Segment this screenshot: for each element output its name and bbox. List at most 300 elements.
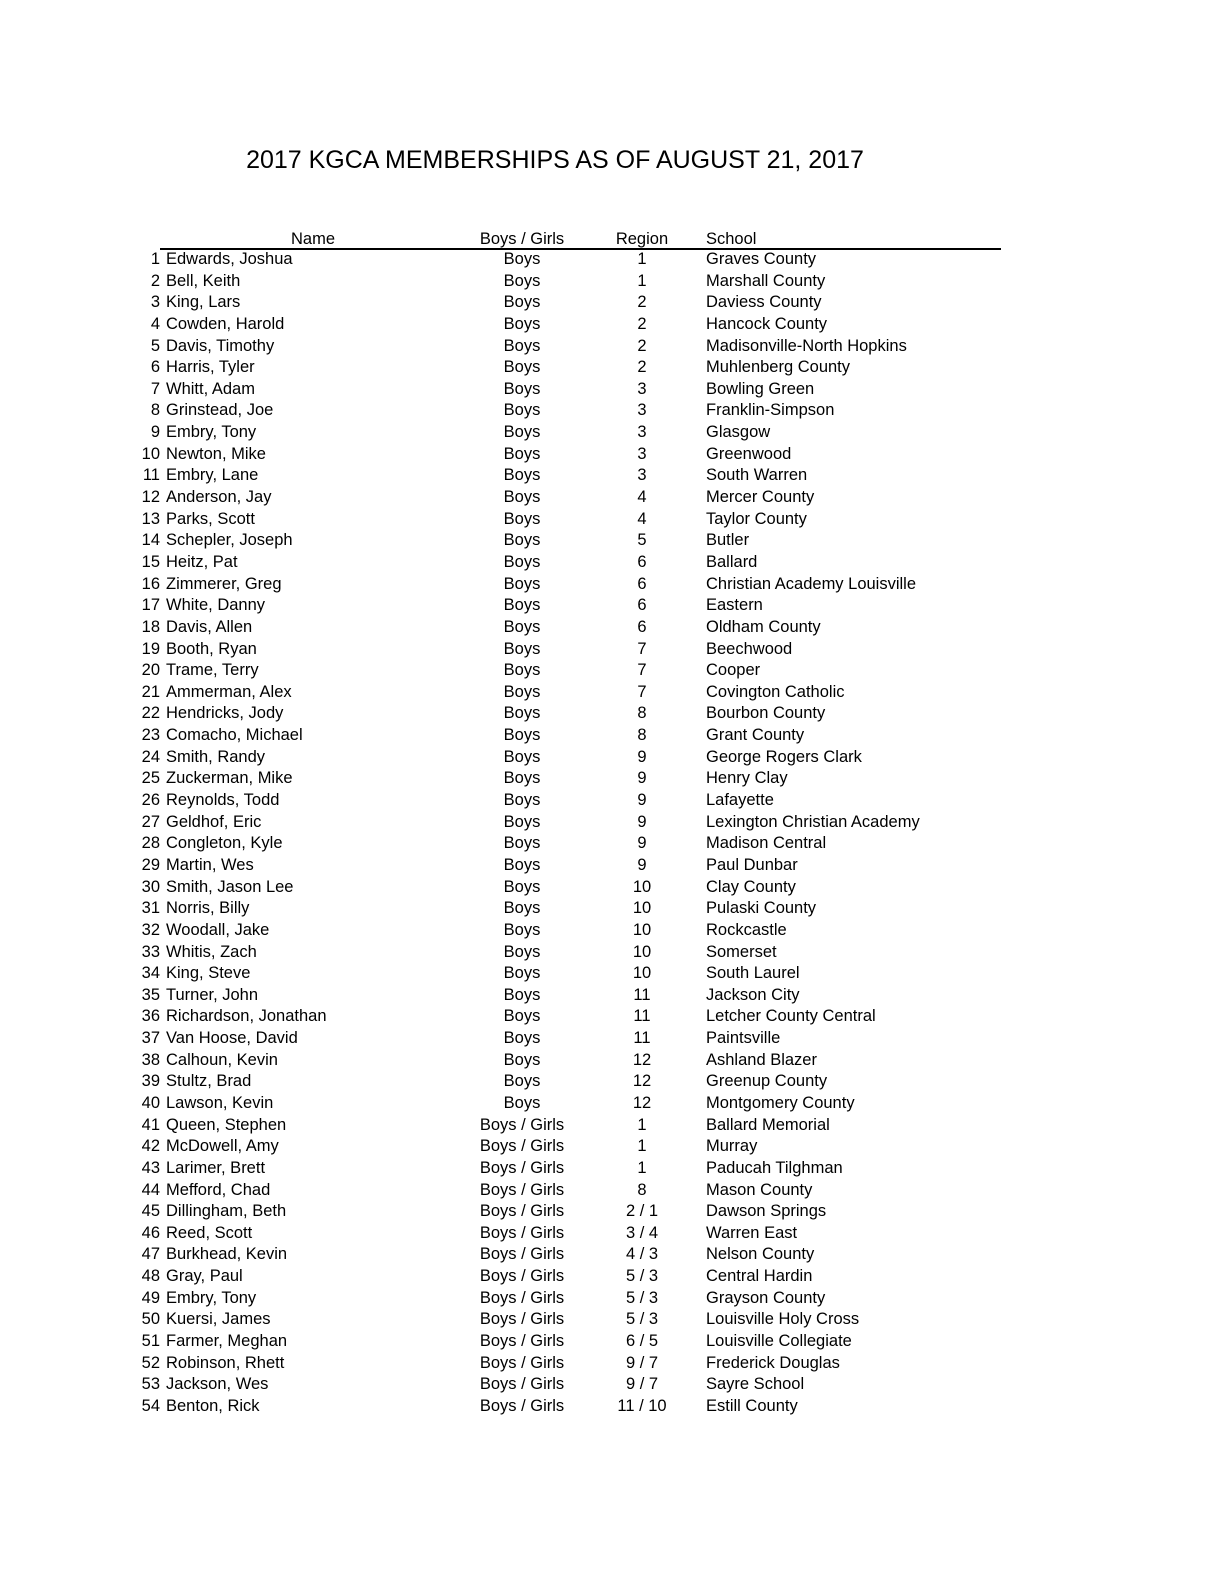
table-row — [0, 422, 1222, 444]
boys-girls-value: Boys / Girls — [479, 1202, 565, 1221]
table-row — [0, 1223, 1222, 1245]
school-name: Grant County — [706, 726, 805, 745]
row-number: 47 — [141, 1245, 160, 1264]
school-name: Christian Academy Louisville — [706, 574, 917, 593]
row-number: 11 — [142, 466, 160, 485]
row-number: 33 — [141, 942, 160, 961]
table-row — [0, 877, 1222, 899]
region-value: 1 — [637, 1115, 647, 1134]
region-value: 12 — [632, 1050, 652, 1069]
region-value: 10 — [632, 964, 652, 983]
school-name: Nelson County — [706, 1245, 815, 1264]
region-value: 9 — [637, 791, 647, 810]
region-value: 5 / 3 — [625, 1288, 659, 1307]
school-name: Greenup County — [706, 1072, 828, 1091]
region-value: 7 — [637, 682, 647, 701]
boys-girls-value: Boys — [503, 423, 541, 442]
school-name: Paintsville — [706, 1029, 781, 1048]
row-number: 32 — [141, 920, 160, 939]
row-number: 2 — [150, 271, 160, 290]
table-row — [0, 898, 1222, 920]
table-row — [0, 314, 1222, 336]
table-row — [0, 271, 1222, 293]
school-name: Covington Catholic — [706, 682, 845, 701]
school-name: Beechwood — [706, 639, 793, 658]
boys-girls-value: Boys — [503, 942, 541, 961]
row-number: 26 — [141, 791, 160, 810]
region-value: 4 — [637, 488, 647, 507]
table-row — [0, 1180, 1222, 1202]
table-row — [0, 1309, 1222, 1331]
boys-girls-value: Boys — [503, 1072, 541, 1091]
member-name: White, Danny — [166, 596, 266, 615]
region-value: 4 — [637, 509, 647, 528]
school-name: Louisville Collegiate — [706, 1332, 852, 1351]
row-number: 49 — [141, 1288, 160, 1307]
boys-girls-value: Boys — [503, 877, 541, 896]
row-number: 24 — [141, 747, 160, 766]
boys-girls-value: Boys — [503, 791, 541, 810]
boys-girls-value: Boys / Girls — [479, 1223, 565, 1242]
row-number: 14 — [141, 531, 160, 550]
member-name: Norris, Billy — [166, 899, 250, 918]
row-number: 37 — [141, 1029, 160, 1048]
school-name: Montgomery County — [706, 1093, 855, 1112]
row-number: 27 — [141, 812, 160, 831]
school-name: Hancock County — [706, 314, 828, 333]
school-name: Somerset — [706, 942, 777, 961]
school-name: Paducah Tilghman — [706, 1158, 843, 1177]
boys-girls-value: Boys — [503, 726, 541, 745]
row-number: 38 — [141, 1050, 160, 1069]
table-row — [0, 833, 1222, 855]
row-number: 5 — [150, 336, 160, 355]
school-name: Marshall County — [706, 271, 826, 290]
boys-girls-value: Boys / Girls — [479, 1115, 565, 1134]
column-header-region: Region — [615, 230, 669, 248]
school-name: Oldham County — [706, 617, 821, 636]
table-row — [0, 1266, 1222, 1288]
school-name: Dawson Springs — [706, 1202, 827, 1221]
member-name: Schepler, Joseph — [166, 531, 293, 550]
region-value: 9 — [637, 812, 647, 831]
table-row — [0, 1071, 1222, 1093]
member-name: Queen, Stephen — [166, 1115, 287, 1134]
table-row — [0, 768, 1222, 790]
row-number: 23 — [141, 726, 160, 745]
boys-girls-value: Boys — [503, 1050, 541, 1069]
member-name: Cowden, Harold — [166, 314, 285, 333]
boys-girls-value: Boys — [503, 379, 541, 398]
boys-girls-value: Boys — [503, 336, 541, 355]
table-row — [0, 1374, 1222, 1396]
row-number: 34 — [141, 964, 160, 983]
region-value: 3 — [637, 444, 647, 463]
school-name: Bowling Green — [706, 379, 815, 398]
region-value: 9 — [637, 855, 647, 874]
school-name: Frederick Douglas — [706, 1353, 840, 1372]
boys-girls-value: Boys — [503, 1093, 541, 1112]
member-name: Hendricks, Jody — [166, 704, 284, 723]
table-row — [0, 703, 1222, 725]
row-number: 16 — [141, 574, 160, 593]
region-value: 6 — [637, 552, 647, 571]
row-number: 29 — [141, 855, 160, 874]
row-number: 45 — [141, 1202, 160, 1221]
school-name: Rockcastle — [706, 920, 787, 939]
school-name: Paul Dunbar — [706, 855, 798, 874]
member-name: Bell, Keith — [166, 271, 241, 290]
table-row — [0, 379, 1222, 401]
region-value: 1 — [637, 1137, 647, 1156]
boys-girls-value: Boys — [503, 964, 541, 983]
boys-girls-value: Boys / Girls — [479, 1267, 565, 1286]
region-value: 6 / 5 — [625, 1332, 659, 1351]
member-name: Gray, Paul — [166, 1267, 243, 1286]
region-value: 9 — [637, 747, 647, 766]
boys-girls-value: Boys / Girls — [479, 1332, 565, 1351]
boys-girls-value: Boys / Girls — [479, 1288, 565, 1307]
row-number: 25 — [141, 769, 160, 788]
table-row — [0, 790, 1222, 812]
table-row — [0, 1331, 1222, 1353]
table-row — [0, 942, 1222, 964]
boys-girls-value: Boys — [503, 314, 541, 333]
table-row — [0, 465, 1222, 487]
boys-girls-value: Boys — [503, 704, 541, 723]
member-name: Geldhof, Eric — [166, 812, 262, 831]
region-value: 10 — [632, 877, 652, 896]
member-name: Heitz, Pat — [166, 552, 238, 571]
row-number: 48 — [141, 1267, 160, 1286]
table-header — [0, 229, 1222, 249]
table-row — [0, 660, 1222, 682]
table-row — [0, 985, 1222, 1007]
region-value: 12 — [632, 1093, 652, 1112]
region-value: 3 — [637, 423, 647, 442]
region-value: 2 — [637, 358, 647, 377]
region-value: 8 — [637, 1180, 647, 1199]
table-row — [0, 509, 1222, 531]
row-number: 20 — [141, 661, 160, 680]
member-name: Burkhead, Kevin — [166, 1245, 288, 1264]
school-name: Pulaski County — [706, 899, 817, 918]
row-number: 18 — [141, 617, 160, 636]
boys-girls-value: Boys — [503, 271, 541, 290]
boys-girls-value: Boys — [503, 488, 541, 507]
row-number: 13 — [141, 509, 160, 528]
row-number: 8 — [150, 401, 160, 420]
school-name: Cooper — [706, 661, 761, 680]
table-row — [0, 530, 1222, 552]
boys-girls-value: Boys / Girls — [479, 1180, 565, 1199]
boys-girls-value: Boys — [503, 444, 541, 463]
school-name: Warren East — [706, 1223, 798, 1242]
boys-girls-value: Boys — [503, 769, 541, 788]
member-name: Booth, Ryan — [166, 639, 257, 658]
member-name: Whitt, Adam — [166, 379, 255, 398]
boys-girls-value: Boys / Girls — [479, 1158, 565, 1177]
boys-girls-value: Boys — [503, 466, 541, 485]
school-name: Daviess County — [706, 293, 822, 312]
row-number: 9 — [150, 423, 160, 442]
member-name: Davis, Allen — [166, 617, 253, 636]
region-value: 11 / 10 — [617, 1396, 667, 1415]
member-name: Richardson, Jonathan — [166, 1007, 327, 1026]
school-name: Mercer County — [706, 488, 815, 507]
boys-girls-value: Boys / Girls — [479, 1137, 565, 1156]
table-row — [0, 1115, 1222, 1137]
boys-girls-value: Boys / Girls — [479, 1375, 565, 1394]
row-number: 31 — [141, 899, 160, 918]
boys-girls-value: Boys — [503, 401, 541, 420]
member-name: Embry, Lane — [166, 466, 259, 485]
table-row — [0, 1006, 1222, 1028]
member-name: Zimmerer, Greg — [166, 574, 282, 593]
member-name: Harris, Tyler — [166, 358, 255, 377]
column-header-name: Name — [290, 230, 335, 248]
table-row — [0, 552, 1222, 574]
boys-girls-value: Boys — [503, 1029, 541, 1048]
region-value: 6 — [637, 574, 647, 593]
row-number: 36 — [141, 1007, 160, 1026]
region-value: 8 — [637, 704, 647, 723]
boys-girls-value: Boys — [503, 509, 541, 528]
member-name: Turner, John — [166, 985, 259, 1004]
school-name: Ballard Memorial — [706, 1115, 830, 1134]
boys-girls-value: Boys / Girls — [479, 1396, 565, 1415]
school-name: Butler — [706, 531, 750, 550]
boys-girls-value: Boys — [503, 293, 541, 312]
region-value: 1 — [637, 271, 647, 290]
member-name: Congleton, Kyle — [166, 834, 283, 853]
member-name: Larimer, Brett — [166, 1158, 266, 1177]
boys-girls-value: Boys — [503, 855, 541, 874]
member-name: Comacho, Michael — [166, 726, 303, 745]
boys-girls-value: Boys / Girls — [479, 1310, 565, 1329]
row-number: 40 — [141, 1093, 160, 1112]
boys-girls-value: Boys — [503, 1007, 541, 1026]
boys-girls-value: Boys — [503, 531, 541, 550]
row-number: 43 — [141, 1158, 160, 1177]
column-header-boys-girls: Boys / Girls — [479, 230, 565, 248]
table-row — [0, 812, 1222, 834]
boys-girls-value: Boys — [503, 661, 541, 680]
row-number: 28 — [141, 834, 160, 853]
row-number: 19 — [141, 639, 160, 658]
row-number: 22 — [141, 704, 160, 723]
member-name: Stultz, Brad — [166, 1072, 252, 1091]
boys-girls-value: Boys — [503, 747, 541, 766]
region-value: 5 / 3 — [625, 1310, 659, 1329]
table-row — [0, 1288, 1222, 1310]
row-number: 42 — [141, 1137, 160, 1156]
school-name: George Rogers Clark — [706, 747, 862, 766]
region-value: 5 / 3 — [625, 1267, 659, 1286]
member-name: Embry, Tony — [166, 1288, 257, 1307]
table-row — [0, 1050, 1222, 1072]
member-name: Zuckerman, Mike — [166, 769, 293, 788]
table-row — [0, 1353, 1222, 1375]
member-name: Kuersi, James — [166, 1310, 271, 1329]
member-name: Lawson, Kevin — [166, 1093, 274, 1112]
member-name: Farmer, Meghan — [166, 1332, 288, 1351]
member-name: Reed, Scott — [166, 1223, 253, 1242]
region-value: 6 — [637, 617, 647, 636]
row-number: 54 — [141, 1396, 160, 1415]
member-name: Edwards, Joshua — [166, 250, 293, 268]
row-number: 50 — [141, 1310, 160, 1329]
region-value: 3 — [637, 379, 647, 398]
boys-girls-value: Boys — [503, 574, 541, 593]
school-name: Franklin-Simpson — [706, 401, 835, 420]
school-name: Madisonville-North Hopkins — [706, 336, 907, 355]
boys-girls-value: Boys — [503, 985, 541, 1004]
school-name: Ballard — [706, 552, 758, 571]
table-row — [0, 747, 1222, 769]
row-number: 12 — [141, 488, 160, 507]
membership-table — [0, 229, 1222, 1418]
table-row — [0, 444, 1222, 466]
table-row — [0, 639, 1222, 661]
member-name: Trame, Terry — [166, 661, 259, 680]
region-value: 2 — [637, 314, 647, 333]
boys-girls-value: Boys — [503, 812, 541, 831]
row-number: 52 — [141, 1353, 160, 1372]
member-name: Anderson, Jay — [166, 488, 272, 507]
row-number: 46 — [141, 1223, 160, 1242]
school-name: Glasgow — [706, 423, 771, 442]
member-name: Embry, Tony — [166, 423, 257, 442]
member-name: Parks, Scott — [166, 509, 255, 528]
school-name: Clay County — [706, 877, 796, 896]
member-name: Whitis, Zach — [166, 942, 257, 961]
school-name: Graves County — [706, 250, 817, 268]
member-name: Reynolds, Todd — [166, 791, 280, 810]
row-number: 41 — [141, 1115, 160, 1134]
region-value: 10 — [632, 899, 652, 918]
row-number: 21 — [141, 682, 160, 701]
school-name: Ashland Blazer — [706, 1050, 817, 1069]
member-name: Newton, Mike — [166, 444, 266, 463]
region-value: 2 — [637, 336, 647, 355]
row-number: 1 — [150, 250, 160, 268]
row-number: 17 — [141, 596, 160, 615]
school-name: Madison Central — [706, 834, 827, 853]
boys-girls-value: Boys — [503, 617, 541, 636]
school-name: Eastern — [706, 596, 763, 615]
member-name: Martin, Wes — [166, 855, 254, 874]
school-name: Estill County — [706, 1396, 798, 1415]
region-value: 10 — [632, 920, 652, 939]
school-name: Letcher County Central — [706, 1007, 876, 1026]
table-row — [0, 1028, 1222, 1050]
region-value: 2 / 1 — [625, 1202, 659, 1221]
boys-girls-value: Boys — [503, 596, 541, 615]
region-value: 7 — [637, 639, 647, 658]
table-row — [0, 725, 1222, 747]
member-name: King, Steve — [166, 964, 251, 983]
school-name: Lexington Christian Academy — [706, 812, 920, 831]
member-name: Robinson, Rhett — [166, 1353, 285, 1372]
table-row — [0, 595, 1222, 617]
row-number: 44 — [141, 1180, 160, 1199]
row-number: 30 — [141, 877, 160, 896]
row-number: 3 — [150, 293, 160, 312]
member-name: Mefford, Chad — [166, 1180, 271, 1199]
boys-girls-value: Boys — [503, 920, 541, 939]
boys-girls-value: Boys — [503, 358, 541, 377]
table-row — [0, 1093, 1222, 1115]
row-number: 39 — [141, 1072, 160, 1091]
row-number: 6 — [150, 358, 160, 377]
region-value: 1 — [637, 250, 647, 268]
school-name: Sayre School — [706, 1375, 805, 1394]
member-name: Woodall, Jake — [166, 920, 270, 939]
boys-girls-value: Boys — [503, 639, 541, 658]
member-name: McDowell, Amy — [166, 1137, 279, 1156]
table-row — [0, 1201, 1222, 1223]
member-name: Davis, Timothy — [166, 336, 275, 355]
row-number: 4 — [150, 314, 160, 333]
table-row — [0, 920, 1222, 942]
boys-girls-value: Boys — [503, 250, 541, 268]
region-value: 11 — [633, 985, 651, 1004]
member-name: Ammerman, Alex — [166, 682, 292, 701]
region-value: 3 — [637, 401, 647, 420]
boys-girls-value: Boys / Girls — [479, 1353, 565, 1372]
table-row — [0, 357, 1222, 379]
boys-girls-value: Boys — [503, 552, 541, 571]
table-row — [0, 249, 1222, 271]
table-row — [0, 1158, 1222, 1180]
boys-girls-value: Boys — [503, 899, 541, 918]
member-name: Calhoun, Kevin — [166, 1050, 278, 1069]
region-value: 5 — [637, 531, 647, 550]
region-value: 11 — [633, 1029, 651, 1048]
school-name: Henry Clay — [706, 769, 788, 788]
region-value: 12 — [632, 1072, 652, 1091]
table-row — [0, 336, 1222, 358]
school-name: Jackson City — [706, 985, 800, 1004]
row-number: 10 — [141, 444, 160, 463]
table-row — [0, 1136, 1222, 1158]
row-number: 7 — [150, 379, 160, 398]
school-name: Mason County — [706, 1180, 813, 1199]
region-value: 7 — [637, 661, 647, 680]
row-number: 53 — [141, 1375, 160, 1394]
row-number: 15 — [141, 552, 160, 571]
page-title: 2017 KGCA MEMBERSHIPS AS OF AUGUST 21, 2017 — [246, 146, 864, 174]
region-value: 3 — [637, 466, 647, 485]
row-number: 35 — [141, 985, 160, 1004]
school-name: South Laurel — [706, 964, 800, 983]
boys-girls-value: Boys — [503, 682, 541, 701]
table-row — [0, 617, 1222, 639]
table-row — [0, 487, 1222, 509]
table-row — [0, 574, 1222, 596]
table-row — [0, 682, 1222, 704]
table-row — [0, 400, 1222, 422]
table-row — [0, 292, 1222, 314]
school-name: Louisville Holy Cross — [706, 1310, 860, 1329]
column-header-school: School — [706, 230, 757, 248]
school-name: Muhlenberg County — [706, 358, 851, 377]
school-name: Murray — [706, 1137, 758, 1156]
school-name: Greenwood — [706, 444, 792, 463]
region-value: 9 / 7 — [625, 1353, 659, 1372]
region-value: 11 — [633, 1007, 651, 1026]
